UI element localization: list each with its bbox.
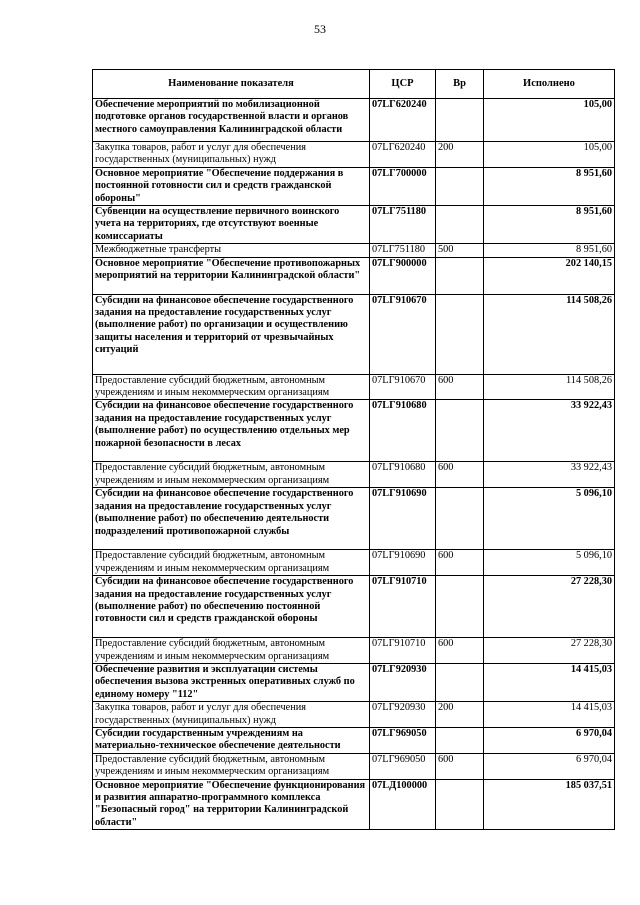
table-row [93, 400, 615, 462]
cell-name: Субсидии на финансовое обеспечение государственного задания на предоставление государственных услуг (выполнение работ) по осуществлению отдельных мер пожарной безопасности в лесах [93, 400, 370, 462]
cell-amount: 33 922,43 [484, 400, 615, 462]
cell-amount: 27 228,30 [484, 576, 615, 638]
cell-csr: 07LГ910690 [370, 550, 436, 576]
cell-vr [436, 663, 484, 701]
cell-csr: 07LГ910670 [370, 374, 436, 400]
table-row [93, 374, 615, 400]
cell-name: Основное мероприятие "Обеспечение поддержания в постоянной готовности сил и средств гражданской обороны" [93, 167, 370, 205]
cell-amount: 114 508,26 [484, 294, 615, 374]
cell-vr: 600 [436, 753, 484, 779]
header-vr: Вр [436, 70, 484, 99]
cell-name: Закупка товаров, работ и услуг для обеспечения государственных (муниципальных) нужд [93, 142, 370, 168]
cell-amount: 8 951,60 [484, 244, 615, 257]
cell-vr: 200 [436, 702, 484, 728]
table-row [93, 663, 615, 701]
cell-csr: 07LГ751180 [370, 244, 436, 257]
cell-csr: 07LД100000 [370, 779, 436, 830]
cell-csr: 07LГ620240 [370, 142, 436, 168]
cell-amount: 14 415,03 [484, 702, 615, 728]
cell-csr: 07LГ700000 [370, 167, 436, 205]
page-number: 53 [314, 22, 326, 36]
cell-amount: 14 415,03 [484, 663, 615, 701]
table-row [93, 753, 615, 779]
budget-table [92, 69, 615, 830]
table-row [93, 294, 615, 374]
cell-name: Основное мероприятие "Обеспечение функционирования и развития аппаратно-программного комплекса "Безопасный город" на территории Калининградской области" [93, 779, 370, 830]
cell-name: Основное мероприятие "Обеспечение противопожарных мероприятий на территории Калининградской области" [93, 257, 370, 294]
cell-amount: 33 922,43 [484, 462, 615, 488]
cell-csr: 07LГ910670 [370, 294, 436, 374]
cell-csr: 07LГ969050 [370, 753, 436, 779]
table-row [93, 638, 615, 664]
cell-amount: 5 096,10 [484, 488, 615, 550]
cell-vr: 500 [436, 244, 484, 257]
cell-name: Субсидии на финансовое обеспечение государственного задания на предоставление государственных услуг (выполнение работ) по обеспечению постоянной готовности сил и средств гражданской обороны [93, 576, 370, 638]
cell-vr [436, 779, 484, 830]
cell-name: Закупка товаров, работ и услуг для обеспечения государственных (муниципальных) нужд [93, 702, 370, 728]
cell-vr: 200 [436, 142, 484, 168]
cell-csr: 07LГ900000 [370, 257, 436, 294]
cell-amount: 105,00 [484, 142, 615, 168]
table-row [93, 167, 615, 205]
cell-name: Субсидии на финансовое обеспечение государственного задания на предоставление государственных услуг (выполнение работ) по организации и осуществлению защиты населения и территорий от чрезвычайных ситуаций [93, 294, 370, 374]
cell-csr: 07LГ751180 [370, 206, 436, 244]
cell-amount: 8 951,60 [484, 206, 615, 244]
cell-vr [436, 257, 484, 294]
cell-name: Предоставление субсидий бюджетным, автономным учреждениям и иным некоммерческим организациям [93, 550, 370, 576]
table-row [93, 576, 615, 638]
cell-name: Обеспечение мероприятий по мобилизационной подготовке органов государственной власти и органов местного самоуправления Калининградской области [93, 99, 370, 142]
table-row [93, 462, 615, 488]
cell-vr: 600 [436, 374, 484, 400]
table-row [93, 244, 615, 257]
cell-vr [436, 167, 484, 205]
cell-name: Предоставление субсидий бюджетным, автономным учреждениям и иным некоммерческим организациям [93, 462, 370, 488]
header-amount: Исполнено [484, 70, 615, 99]
cell-vr [436, 400, 484, 462]
header-name: Наименование показателя [93, 70, 370, 99]
cell-amount: 114 508,26 [484, 374, 615, 400]
cell-name: Обеспечение развития и эксплуатации системы обеспечения вызова экстренных оперативных служб по единому номеру "112" [93, 663, 370, 701]
cell-csr: 07LГ920930 [370, 702, 436, 728]
cell-name: Предоставление субсидий бюджетным, автономным учреждениям и иным некоммерческим организациям [93, 374, 370, 400]
cell-csr: 07LГ910710 [370, 576, 436, 638]
cell-amount: 8 951,60 [484, 167, 615, 205]
cell-csr: 07LГ910690 [370, 488, 436, 550]
table-row [93, 142, 615, 168]
cell-vr [436, 294, 484, 374]
cell-amount: 27 228,30 [484, 638, 615, 664]
cell-csr: 07LГ620240 [370, 99, 436, 142]
cell-amount: 185 037,51 [484, 779, 615, 830]
cell-name: Субсидии государственным учреждениям на материально-техническое обеспечение деятельности [93, 727, 370, 753]
table-row [93, 99, 615, 142]
cell-csr: 07LГ969050 [370, 727, 436, 753]
header-csr: ЦСР [370, 70, 436, 99]
cell-name: Предоставление субсидий бюджетным, автономным учреждениям и иным некоммерческим организациям [93, 753, 370, 779]
cell-amount: 6 970,04 [484, 727, 615, 753]
table-header-row [93, 70, 615, 99]
cell-amount: 105,00 [484, 99, 615, 142]
cell-name: Субвенции на осуществление первичного воинского учета на территориях, где отсутствуют военные комиссариаты [93, 206, 370, 244]
cell-csr: 07LГ920930 [370, 663, 436, 701]
table-row [93, 727, 615, 753]
cell-vr [436, 206, 484, 244]
cell-csr: 07LГ910680 [370, 400, 436, 462]
cell-vr [436, 576, 484, 638]
cell-amount: 202 140,15 [484, 257, 615, 294]
cell-vr: 600 [436, 550, 484, 576]
cell-name: Межбюджетные трансферты [93, 244, 370, 257]
cell-csr: 07LГ910710 [370, 638, 436, 664]
cell-name: Предоставление субсидий бюджетным, автономным учреждениям и иным некоммерческим организациям [93, 638, 370, 664]
table-row [93, 702, 615, 728]
cell-vr [436, 727, 484, 753]
table-row [93, 779, 615, 830]
cell-amount: 6 970,04 [484, 753, 615, 779]
table-row [93, 550, 615, 576]
table-row [93, 206, 615, 244]
cell-csr: 07LГ910680 [370, 462, 436, 488]
table-row [93, 257, 615, 294]
cell-vr: 600 [436, 638, 484, 664]
cell-name: Субсидии на финансовое обеспечение государственного задания на предоставление государственных услуг (выполнение работ) по обеспечению деятельности подразделений противопожарной службы [93, 488, 370, 550]
cell-amount: 5 096,10 [484, 550, 615, 576]
cell-vr: 600 [436, 462, 484, 488]
table-row [93, 488, 615, 550]
cell-vr [436, 99, 484, 142]
cell-vr [436, 488, 484, 550]
